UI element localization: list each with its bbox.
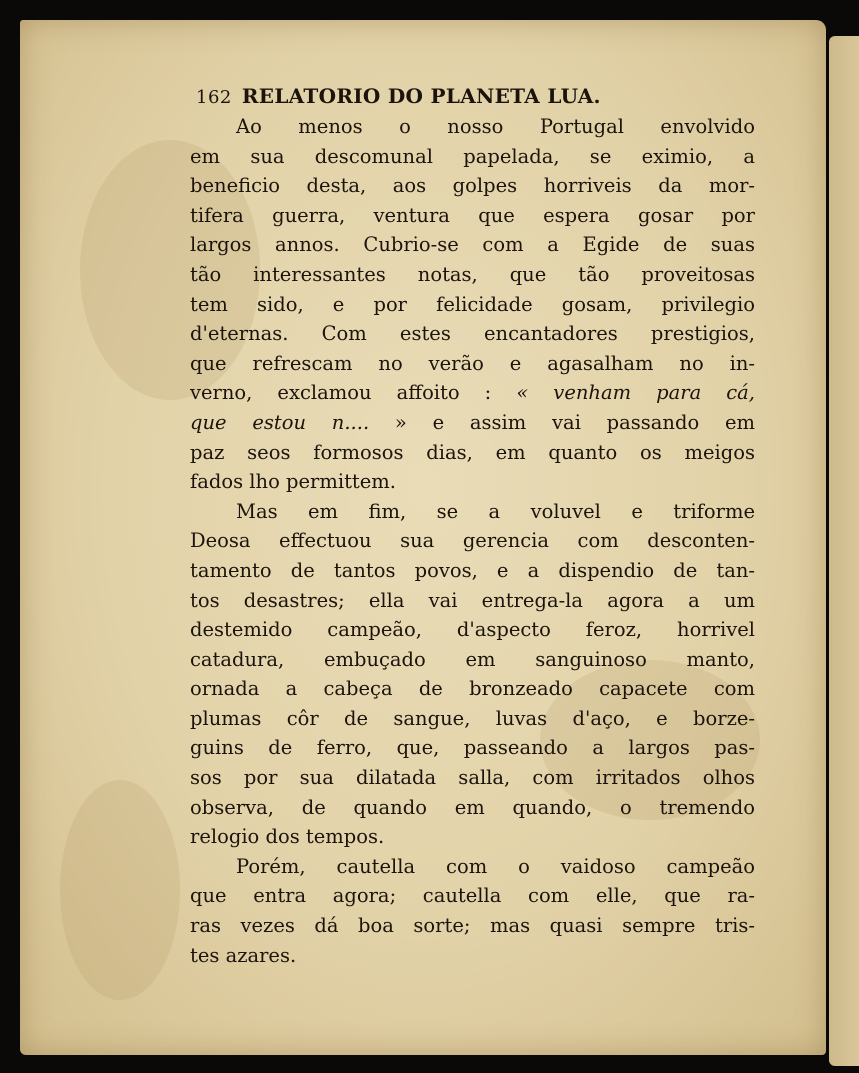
text-line: observa, de quando em quando, o tremendo xyxy=(190,795,755,819)
text-line: catadura, embuçado em sanguinoso manto, xyxy=(190,647,755,671)
page-number: 162 xyxy=(196,87,232,108)
adjacent-page-edge xyxy=(829,36,859,1066)
paragraph-3 xyxy=(190,852,755,970)
paragraph-1 xyxy=(190,112,755,497)
text-line xyxy=(190,408,755,438)
italic-quote: que estou n.... xyxy=(190,410,370,434)
text-line xyxy=(190,378,755,408)
text-line: Ao menos o nosso Portugal envolvido xyxy=(236,115,755,138)
paper-stain xyxy=(60,780,180,1000)
text-line: d'eternas. Com estes encantadores prestigios, xyxy=(190,322,755,346)
text-line: ornada a cabeça de bronzeado capacete com xyxy=(190,677,755,701)
text-line: em sua descomunal papelada, se eximio, a xyxy=(190,144,755,168)
text-line: destemido campeão, d'aspecto feroz, horrivel xyxy=(190,618,755,642)
text-line: ras vezes dá boa sorte; mas quasi sempre tris- xyxy=(190,914,755,938)
page-text xyxy=(190,82,755,970)
page-header xyxy=(196,82,755,112)
text-line: paz seos formosos dias, em quanto os meigos xyxy=(190,440,755,464)
running-title: RELATORIO DO PLANETA LUA. xyxy=(241,84,601,108)
text-line: tes azares. xyxy=(190,943,297,967)
text-line: largos annos. Cubrio-se com a Egide de suas xyxy=(190,233,755,257)
text-line: tamento de tantos povos, e a dispendio de tan- xyxy=(190,558,755,582)
text-line: que entra agora; cautella com elle, que ra- xyxy=(190,884,755,908)
text-line: que refrescam no verão e agasalham no in- xyxy=(190,351,755,375)
text-line: relogio dos tempos. xyxy=(190,825,385,849)
text-line: sos por sua dilatada salla, com irritados olhos xyxy=(190,766,755,790)
text-line: guins de ferro, que, passeando a largos pas- xyxy=(190,736,755,760)
text-line: plumas côr de sangue, luvas d'aço, e borze- xyxy=(190,706,755,730)
text-line: tem sido, e por felicidade gosam, privilegio xyxy=(190,292,755,316)
text-line: Mas em fim, se a voluvel e triforme xyxy=(236,499,755,523)
text-segment: verno, exclamou affoito : xyxy=(190,381,517,405)
paragraph-2 xyxy=(190,497,755,852)
text-line: tifera guerra, ventura que espera gosar por xyxy=(190,203,755,227)
text-segment: » e assim vai passando em xyxy=(369,410,756,434)
text-line: Deosa effectuou sua gerencia com desconten- xyxy=(190,529,755,553)
italic-quote: « venham para cá, xyxy=(516,381,755,405)
text-line: tos desastres; ella vai entrega-la agora a um xyxy=(190,588,755,612)
text-line: fados lho permittem. xyxy=(190,470,396,494)
text-line: tão interessantes notas, que tão proveitosas xyxy=(190,262,755,286)
text-line: Porém, cautella com o vaidoso campeão xyxy=(236,854,755,878)
text-line: beneficio desta, aos golpes horriveis da mor- xyxy=(190,174,755,198)
